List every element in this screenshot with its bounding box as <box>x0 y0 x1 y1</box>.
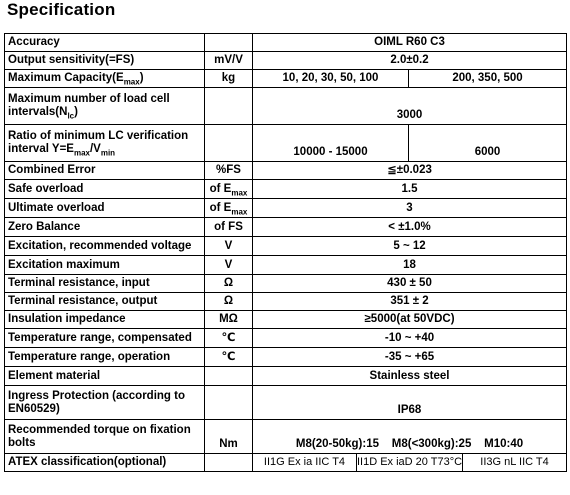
param-insulation: Insulation impedance <box>5 311 205 329</box>
value-atex <box>253 454 567 472</box>
unit-excitation-recommended: V <box>205 237 253 256</box>
param-max-intervals-line2 <box>8 106 201 119</box>
param-excitation-max: Excitation maximum <box>5 256 205 275</box>
value-terminal-output: 351 ± 2 <box>253 293 567 311</box>
param-combined-error: Combined Error <box>5 162 205 180</box>
param-ratio-min-line2 <box>8 143 201 156</box>
table-row <box>5 180 567 199</box>
value-element-material: Stainless steel <box>253 367 567 386</box>
table-row <box>5 256 567 275</box>
param-max-intervals <box>5 88 205 125</box>
unit-safe-overload-sub: max <box>231 187 248 197</box>
value-accuracy: OIML R60 C3 <box>253 34 567 52</box>
unit-temp-operation: ℃ <box>205 348 253 367</box>
param-ultimate-overload: Ultimate overload <box>5 199 205 218</box>
param-ratio-min <box>5 125 205 162</box>
unit-output-sensitivity: mV/V <box>205 52 253 70</box>
unit-torque: Nm <box>205 420 253 454</box>
table-row <box>5 454 567 472</box>
table-row <box>5 199 567 218</box>
param-terminal-output: Terminal resistance, output <box>5 293 205 311</box>
param-ratio-min-text: interval Y=E <box>8 143 74 155</box>
param-zero-balance: Zero Balance <box>5 218 205 237</box>
value-ratio-min-a: 10000 - 15000 <box>253 125 409 162</box>
page-title: Specification <box>7 0 116 19</box>
value-temp-compensated: -10 ~ +40 <box>253 329 567 348</box>
table-row <box>5 52 567 70</box>
param-max-capacity-end: ) <box>139 72 144 84</box>
value-output-sensitivity: 2.0±0.2 <box>253 52 567 70</box>
table-row <box>5 293 567 311</box>
unit-element-material <box>205 367 253 386</box>
value-zero-balance: < ±1.0% <box>253 218 567 237</box>
table-row <box>5 162 567 180</box>
param-ingress <box>5 386 205 420</box>
param-torque-line2: bolts <box>8 436 36 449</box>
value-ingress: IP68 <box>253 386 567 420</box>
value-torque: M8(20-50kg):15 M8(<300kg):25 M10:40 <box>253 420 567 454</box>
value-ratio-min-b: 6000 <box>409 125 567 162</box>
param-ratio-min-mid: /V <box>89 143 101 155</box>
unit-safe-overload-text: of E <box>209 182 232 195</box>
atex-value-3: II3G nL IIC T4 <box>462 454 566 471</box>
param-atex: ATEX classification(optional) <box>5 454 205 472</box>
param-max-capacity <box>5 70 205 88</box>
value-safe-overload: 1.5 <box>253 180 567 199</box>
unit-max-capacity: kg <box>205 70 253 88</box>
unit-zero-balance: of FS <box>205 218 253 237</box>
unit-safe-overload <box>205 180 253 199</box>
table-row <box>5 70 567 88</box>
param-max-capacity-text: Maximum Capacity(E <box>8 72 124 84</box>
param-max-capacity-sub: max <box>123 77 140 87</box>
param-accuracy: Accuracy <box>5 34 205 52</box>
table-row <box>5 275 567 293</box>
table-row <box>5 34 567 52</box>
atex-value-1: II1G Ex ia IIC T4 <box>263 456 346 468</box>
table-row <box>5 348 567 367</box>
unit-ultimate-overload-sub: max <box>231 206 248 216</box>
unit-max-intervals <box>205 88 253 125</box>
value-max-intervals: 3000 <box>253 88 567 125</box>
table-row <box>5 386 567 420</box>
value-excitation-max: 18 <box>253 256 567 275</box>
param-terminal-input: Terminal resistance, input <box>5 275 205 293</box>
param-max-intervals-end: ) <box>74 106 78 118</box>
value-combined-error: ≦±0.023 <box>253 162 567 180</box>
param-excitation-recommended: Excitation, recommended voltage <box>5 237 205 256</box>
unit-combined-error: %FS <box>205 162 253 180</box>
value-max-capacity-a: 10, 20, 30, 50, 100 <box>253 70 409 88</box>
unit-insulation: MΩ <box>205 311 253 329</box>
unit-ultimate-overload <box>205 199 253 218</box>
param-torque <box>5 420 205 454</box>
unit-ultimate-overload-text: of E <box>209 201 232 214</box>
unit-atex <box>205 454 253 472</box>
param-max-intervals-sub: lc <box>67 111 75 121</box>
param-ingress-line2: EN60529) <box>8 402 60 415</box>
specification-table <box>4 33 567 472</box>
table-row <box>5 420 567 454</box>
param-ingress-line1: Ingress Protection (according to <box>8 389 185 402</box>
unit-temp-compensated: ℃ <box>205 329 253 348</box>
param-output-sensitivity: Output sensitivity(=FS) <box>5 52 205 70</box>
unit-accuracy <box>205 34 253 52</box>
param-torque-line1: Recommended torque on fixation <box>8 423 191 436</box>
value-excitation-recommended: 5 ~ 12 <box>253 237 567 256</box>
table-row <box>5 329 567 348</box>
unit-terminal-output: Ω <box>205 293 253 311</box>
param-ratio-min-sub2: min <box>100 148 116 158</box>
value-terminal-input: 430 ± 50 <box>253 275 567 293</box>
table-row <box>5 88 567 125</box>
unit-terminal-input: Ω <box>205 275 253 293</box>
table-row <box>5 311 567 329</box>
table-row <box>5 367 567 386</box>
table-row <box>5 218 567 237</box>
value-insulation: ≥5000(at 50VDC) <box>253 311 567 329</box>
value-max-capacity-b: 200, 350, 500 <box>409 70 567 88</box>
unit-ingress <box>205 386 253 420</box>
unit-excitation-max: V <box>205 256 253 275</box>
unit-ratio-min <box>205 125 253 162</box>
param-safe-overload: Safe overload <box>5 180 205 199</box>
value-temp-operation: -35 ~ +65 <box>253 348 567 367</box>
param-max-intervals-line1: Maximum number of load cell <box>8 93 170 105</box>
atex-value-2: II1D Ex iaD 20 T73°C <box>356 454 462 471</box>
param-temp-operation: Temperature range, operation <box>5 348 205 367</box>
param-ratio-min-line1: Ratio of minimum LC verification <box>8 130 189 142</box>
param-element-material: Element material <box>5 367 205 386</box>
atex-values <box>253 454 566 471</box>
table-row <box>5 125 567 162</box>
param-max-intervals-text: intervals(N <box>8 106 68 118</box>
table-row <box>5 237 567 256</box>
param-ratio-min-sub1: max <box>73 148 90 158</box>
value-ultimate-overload: 3 <box>253 199 567 218</box>
param-temp-compensated: Temperature range, compensated <box>5 329 205 348</box>
